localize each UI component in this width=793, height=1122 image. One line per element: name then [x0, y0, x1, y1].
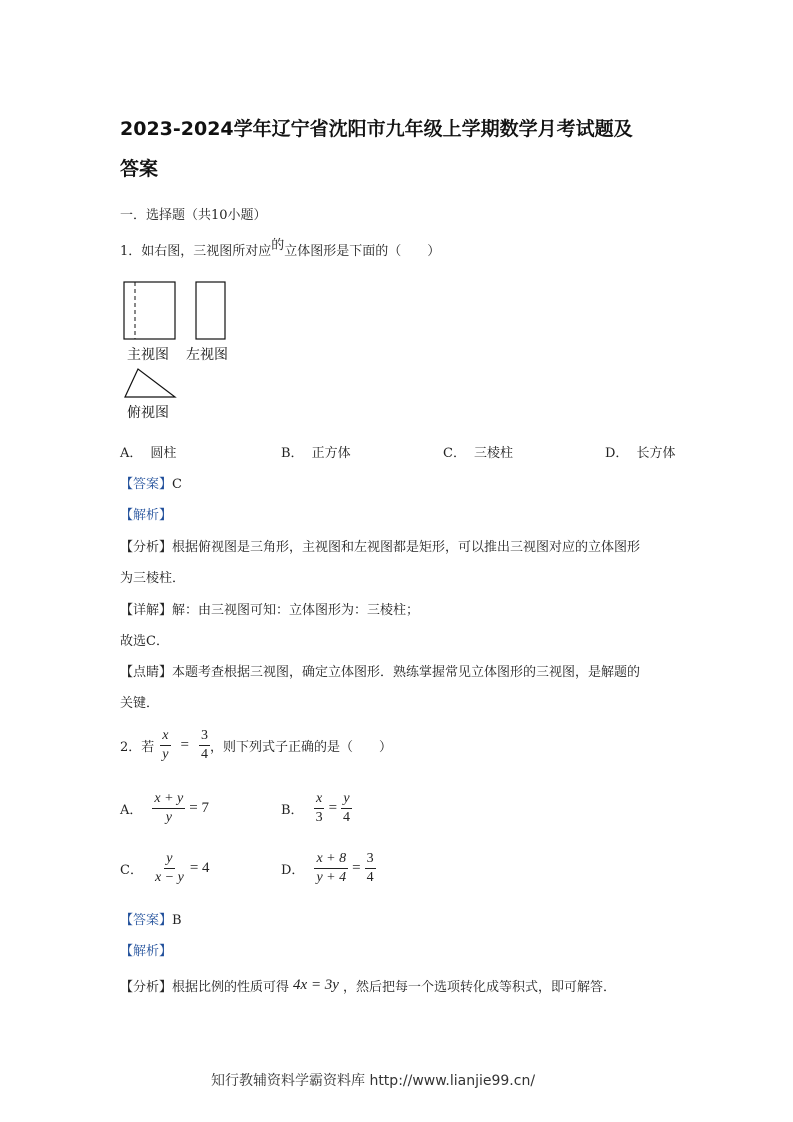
- q1-stem: [120, 240, 440, 259]
- q1-option-b: B． 正方体: [281, 446, 351, 461]
- q1-fenxi: 【分析】根据俯视图是三角形，主视图和左视图都是矩形，可以推出三视图对应的立体图形: [120, 540, 641, 555]
- q2-analysis-tag: 【解析】: [120, 944, 173, 959]
- q1-option-c: C． 三棱柱: [443, 446, 513, 461]
- q2-fenxi-math: 4x = 3y: [293, 977, 339, 993]
- side-view-label: 左视图: [186, 347, 228, 363]
- q1-stem-pre: 1．如右图，三视图所对应: [120, 244, 272, 259]
- q2-option-a: A． $\frac{x + y}{y}$ = 7: [120, 791, 209, 825]
- side-view-rect: [196, 282, 225, 339]
- q1-analysis-tag: 【解析】: [120, 508, 173, 523]
- q2-fenxi: 【分析】 根据比例的性质可得 4x = 3y ，然后把每一个选项转化成等积式，即可解答．: [120, 977, 616, 995]
- q2-equals: =: [180, 737, 189, 753]
- q2-fraction-34: $\frac{3}{4}$: [200, 728, 208, 762]
- page-footer: 知行教辅资料学霸资料库 http://www.lianjie99.cn/: [211, 1073, 536, 1089]
- section-heading: 一．选择题（共10小题）: [120, 208, 267, 223]
- top-view-label: 俯视图: [127, 405, 169, 421]
- q1-option-d: D． 长方体: [605, 446, 676, 461]
- q1-fenxi-cont: 为三棱柱．: [120, 571, 186, 586]
- q1-option-a: A． 圆柱: [120, 446, 177, 461]
- q2-stem-pre: 2．若: [120, 740, 155, 755]
- q2-stem-post: ，则下列式子正确的是（ ）: [209, 740, 392, 755]
- page-title-cont: 答案: [120, 158, 159, 180]
- q2-stem: [120, 727, 392, 764]
- q1-conclusion: 故选C．: [120, 634, 169, 649]
- q2-option-c: C． $\frac{y}{x - y}$ = 4: [120, 851, 210, 885]
- q1-three-views-figure: [118, 278, 248, 406]
- q2-answer: 【答案】B: [120, 913, 182, 928]
- q1-dianjing: 【点睛】本题考查根据三视图，确定立体图形．熟练掌握常见立体图形的三视图，是解题的: [120, 665, 641, 680]
- q2-option-d: D． $\frac{x + 8}{y + 4}$ = $\frac{3}{4}$: [281, 851, 374, 885]
- front-view-rect: [124, 282, 175, 339]
- q2-option-b: B． $\frac{x}{3}$ = $\frac{y}{4}$: [281, 791, 351, 825]
- front-view-label: 主视图: [127, 347, 169, 363]
- q2-fraction-xy: $\frac{x}{y}$: [162, 728, 169, 762]
- top-view-triangle: [125, 369, 175, 397]
- q1-answer: 【答案】C: [120, 477, 182, 492]
- q1-stem-post: 立体图形是下面的（ ）: [284, 244, 441, 259]
- q1-xiangjie: 【详解】解：由三视图可知：立体图形为：三棱柱；: [120, 603, 420, 618]
- page-title: 2023-2024学年辽宁省沈阳市九年级上学期数学月考试题及: [120, 118, 633, 140]
- q1-dianjing-cont: 关键．: [120, 696, 160, 711]
- q1-stem-small: 的: [271, 238, 285, 253]
